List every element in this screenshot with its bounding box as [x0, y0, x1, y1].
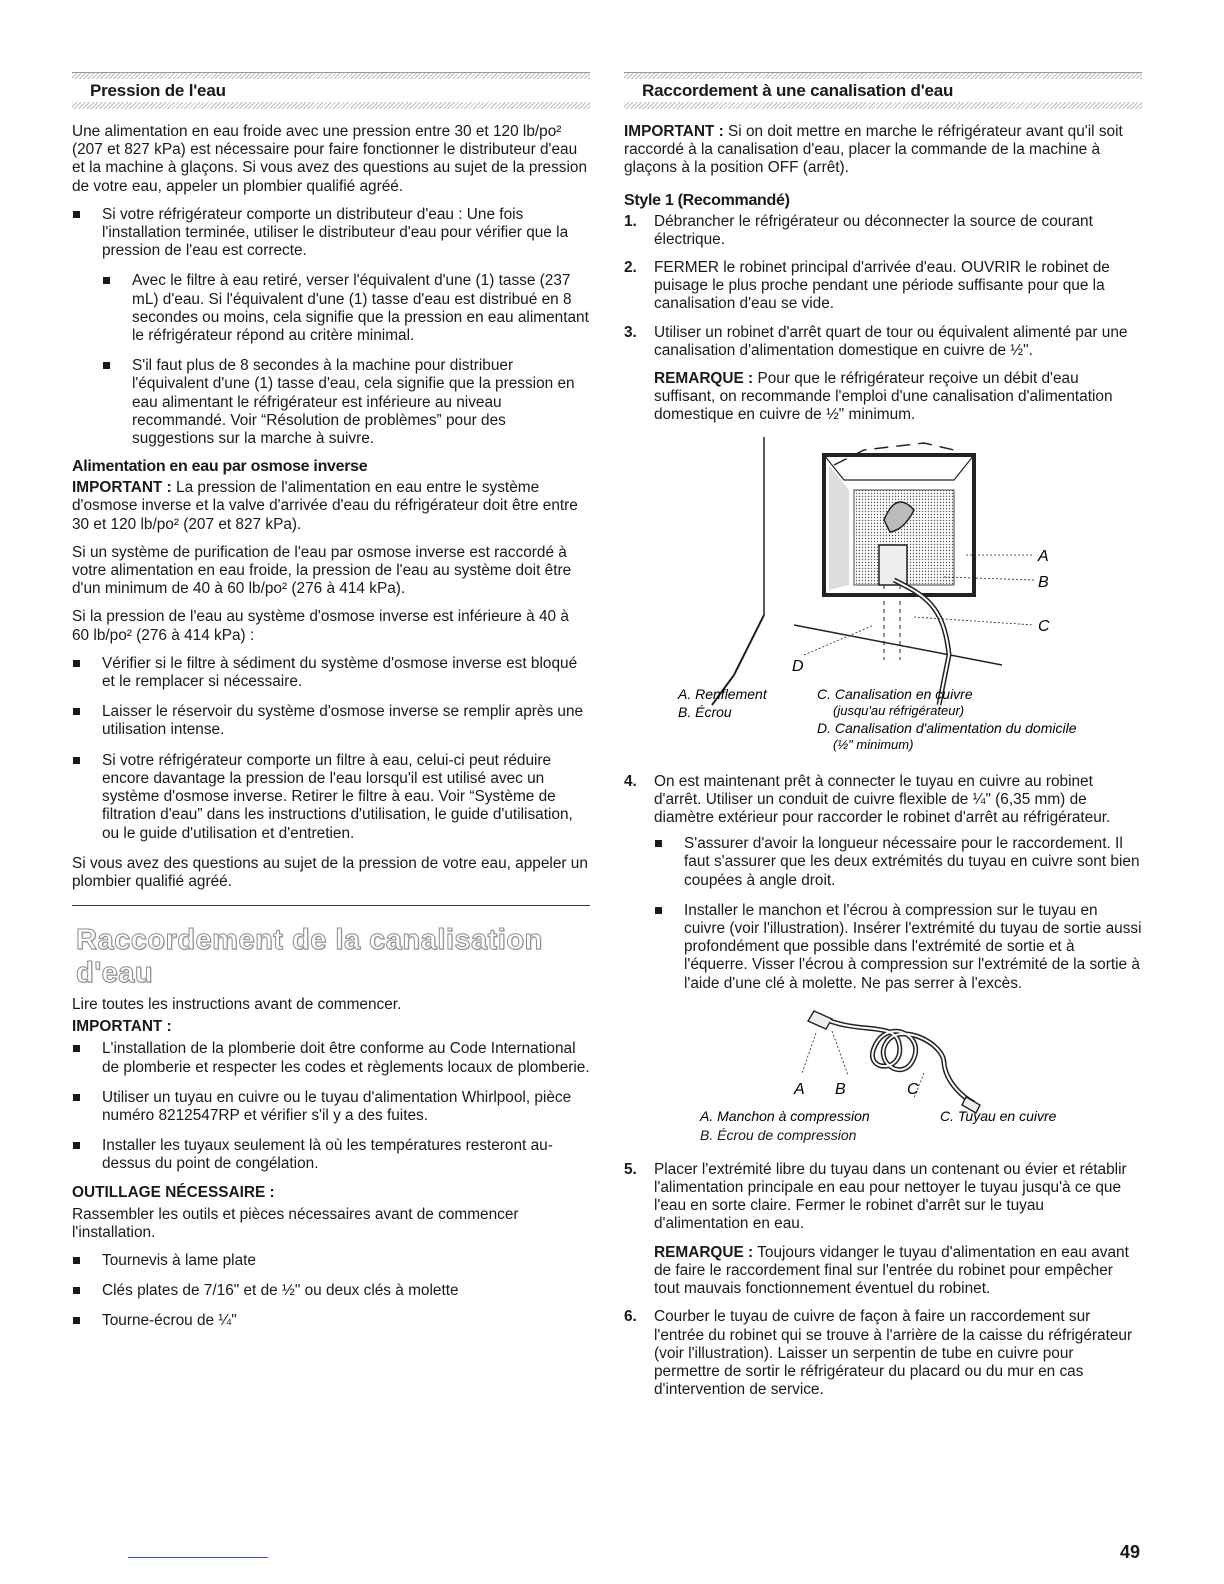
step-text: Placer l'extrémité libre du tuyau dans un contenant ou évier et rétablir l'alimentation principale en eau pour nettoyer le tuyau jusqu'à ce que l'eau en sorte claire. Fermer le robinet d'arrêt sur le tuyau d'alimentation en eau. [654, 1160, 1127, 1233]
label-d: D [792, 657, 804, 675]
list-item: Si votre réfrigérateur comporte un distributeur d'eau : Une fois l'installation terminée, utiliser le distributeur d'eau pour vérifier que la pression de l'eau est correcte. [72, 206, 590, 261]
right-column [624, 72, 1142, 1409]
paragraph: Si la pression de l'eau au système d'osmose inverse est inférieure à 40 à 60 lb/po² (276 à 414 kPa) : [72, 608, 569, 644]
list-item: Vérifier si le filtre à sédiment du système d'osmose inverse est bloqué et le remplacer si nécessaire. [72, 655, 590, 691]
step-number: 4. [624, 772, 637, 790]
paragraph: Si vous avez des questions au sujet de la pression de votre eau, appeler un plombier qualifié agréé. [72, 854, 588, 890]
note [654, 1244, 1142, 1299]
paragraph [624, 123, 1142, 178]
left-column [72, 72, 590, 1343]
label-a: A [794, 1080, 805, 1098]
steps-list [624, 773, 1142, 993]
compression-fitting-illustration [624, 1003, 1142, 1143]
section-header-pression [72, 72, 590, 109]
section-title: Raccordement à une canalisation d'eau [642, 81, 954, 100]
step-number: 1. [624, 212, 637, 230]
label-b: B [1038, 573, 1049, 591]
subsection-title: Alimentation en eau par osmose inverse [72, 458, 368, 476]
section-header-raccordement [624, 72, 1142, 109]
paragraph: Une alimentation en eau froide avec une pression entre 30 et 120 lb/po² (207 et 827 kPa) est nécessaire pour faire fonctionner le distributeur d'eau et la machine à glaçons. Si vous avez des questions au sujet de la pression de votre eau, appeler un plombier qualifié agréé. [72, 123, 588, 195]
list-item: Utiliser un tuyau en cuivre ou le tuyau d'alimentation Whirlpool, pièce numéro 8212547RP et vérifier s'il y a des fuites. [72, 1089, 590, 1125]
tools-list [72, 1252, 590, 1331]
step-text: On est maintenant prêt à connecter le tuyau en cuivre au robinet d'arrêt. Utiliser un conduit de cuivre flexible de ¼" (6,35 mm) de diamètre extérieur pour raccorder le robinet d'arrêt au réfrigérateur. [654, 772, 1111, 827]
caption-b: B. Écrou [678, 703, 732, 720]
step [624, 259, 1142, 314]
paragraph: Lire toutes les instructions avant de commencer. [72, 996, 402, 1014]
important-text: La pression de l'alimentation en eau entre le système d'osmose inverse et la valve d'arrivée d'eau du réfrigérateur doit être entre 30 et 120 lb/po² (207 et 827 kPa). [72, 479, 578, 533]
step [624, 1161, 1142, 1298]
important-heading: IMPORTANT : [72, 1018, 172, 1036]
important-label: IMPORTANT : [72, 479, 172, 497]
list-item: L'installation de la plomberie doit être conforme au Code International de plomberie et respecter les codes et règlements locaux de plomberie. [72, 1040, 590, 1076]
step-number: 2. [624, 259, 637, 277]
list-item: S'il faut plus de 8 secondes à la machine pour distribuer l'équivalent d'une (1) tasse d'eau, cela signifie que la pression en eau alimentant le réfrigérateur est inférieure au niveau recommandé. Voir “Résolution de problèmes” pour des suggestions sur la marche à suivre. [72, 357, 590, 448]
note-label: REMARQUE : [654, 370, 754, 388]
copper-tube-diagram [624, 1003, 1142, 1133]
list-item: S'assurer d'avoir la longueur nécessaire pour le raccordement. Il faut s'assurer que les deux extrémités du tuyau en cuivre sont bien coupées à angle droit. [654, 835, 1142, 890]
label-a: A [1038, 547, 1049, 565]
step-text: Courber le tuyau de cuivre de façon à faire un raccordement sur l'entrée du robinet qui se trouve à l'arrière de la caisse du réfrigérateur (voir l'illustration). Laisser un serpentin de tube en cuivre pour permettre de sortir le réfrigérateur du placard ou du mur en cas d'intervention de service. [654, 1308, 1133, 1399]
list-item: Clés plates de 7/16" et de ½" ou deux clés à molette [72, 1282, 590, 1300]
valve-illustration [624, 435, 1142, 773]
footer-rule [128, 1557, 268, 1558]
bullet-list [72, 655, 590, 843]
step [624, 213, 1142, 249]
list-item: Tourne-écrou de ¼" [72, 1312, 590, 1330]
list-item: Si votre réfrigérateur comporte un filtre à eau, celui-ci peut réduire encore davantage la pression de l'eau lorsqu'il est utilisé avec un système d'osmose inverse. Retirer le filtre à eau. Voir “Système de filtration d'eau” dans les instructions d'utilisation, le guide d'utilisation, ou le guide d'utilisation et d'entretien. [72, 752, 590, 843]
step [624, 324, 1142, 425]
caption-b: B. Écrou de compression [700, 1126, 857, 1143]
caption-a: A. Renflement [678, 685, 767, 702]
big-section-title: Raccordement de la canalisation d'eau [76, 924, 543, 990]
caption-c: C. Canalisation en cuivre [817, 685, 973, 702]
page-number: 49 [1120, 1542, 1141, 1562]
caption-c: C. Tuyau en cuivre [940, 1107, 1057, 1124]
note-label: REMARQUE : [654, 1243, 754, 1261]
step-number: 5. [624, 1160, 637, 1178]
step-number: 6. [624, 1308, 637, 1326]
note-text: Pour que le réfrigérateur reçoive un débit d'eau suffisant, on recommande l'emploi d'une canalisation d'alimentation domestique en cuivre de ½" minimum. [654, 370, 1113, 424]
steps-list [624, 1161, 1142, 1399]
note [654, 370, 1142, 425]
note-text: Toujours vidanger le tuyau d'alimentation en eau avant de faire le raccordement final sur l'entrée du robinet pour empêcher tout mauvais fonctionnement éventuel du robinet. [654, 1243, 1129, 1298]
step-text: Utiliser un robinet d'arrêt quart de tour ou équivalent alimenté par une canalisation d'alimentation domestique en cuivre de ½". [654, 323, 1128, 359]
step [624, 773, 1142, 993]
important-text: Si on doit mettre en marche le réfrigérateur avant qu'il soit raccordé à la canalisation d'eau, placer la commande de la machine à glaçons à la position OFF (arrêt). [624, 123, 1123, 177]
list-item: Laisser le réservoir du système d'osmose inverse se remplir après une utilisation intense. [72, 703, 590, 739]
steps-list [624, 213, 1142, 425]
caption-d: D. Canalisation d'alimentation du domicile [817, 719, 1077, 736]
caption-a: A. Manchon à compression [700, 1107, 870, 1124]
step-number: 3. [624, 323, 637, 341]
valve-diagram [624, 435, 1142, 773]
caption-d-detail: (½" minimum) [833, 736, 914, 752]
sub-bullet-list [72, 272, 590, 448]
step-text: FERMER le robinet principal d'arrivée d'eau. OUVRIR le robinet de puisage le plus proche pendant une période suffisante pour que la canalisation d'eau se vide. [654, 259, 1110, 313]
step-text: Débrancher le réfrigérateur ou déconnecter la source de courant électrique. [654, 212, 1093, 248]
label-c: C [1038, 617, 1050, 635]
label-c: C [907, 1080, 919, 1098]
bullet-list [72, 206, 590, 261]
paragraph: Rassembler les outils et pièces nécessaires avant de commencer l'installation. [72, 1205, 519, 1241]
tools-heading: OUTILLAGE NÉCESSAIRE : [72, 1183, 275, 1201]
step [624, 1308, 1142, 1399]
subsection-title: Style 1 (Recommandé) [624, 191, 790, 209]
important-label: IMPORTANT : [624, 123, 724, 140]
list-item: Installer les tuyaux seulement là où les températures resteront au-dessus du point de congélation. [72, 1137, 590, 1173]
paragraph [72, 479, 590, 534]
list-item: Tournevis à lame plate [72, 1252, 590, 1270]
paragraph: Si un système de purification de l'eau par osmose inverse est raccordé à votre alimentation en eau froide, la pression de l'eau au système doit être d'un minimum de 40 à 60 lb/po² (276 à 414 kPa). [72, 543, 572, 598]
caption-c-detail: (jusqu'au réfrigérateur) [833, 702, 965, 718]
bullet-list [654, 835, 1142, 993]
section-title: Pression de l'eau [90, 81, 226, 100]
list-item: Installer le manchon et l'écrou à compression sur le tuyau en cuivre (voir l'illustration). Insérer l'extrémité du tuyau de sortie aussi profondément que possible dans l'extrémité de sortie et à l'équerre. Visser l'écrou à compression sur l'extrémité de la sortie à l'aide d'une clé à molette. Ne pas serrer à l'excès. [654, 902, 1142, 993]
list-item: Avec le filtre à eau retiré, verser l'équivalent d'une (1) tasse (237 mL) d'eau. Si l'équivalent d'une (1) tasse d'eau est distribué en 8 secondes ou moins, cela signifie que la pression en eau alimentant le réfrigérateur répond au critère minimal. [72, 272, 590, 345]
divider [72, 905, 590, 906]
bullet-list [72, 1040, 590, 1173]
label-b: B [835, 1080, 846, 1098]
